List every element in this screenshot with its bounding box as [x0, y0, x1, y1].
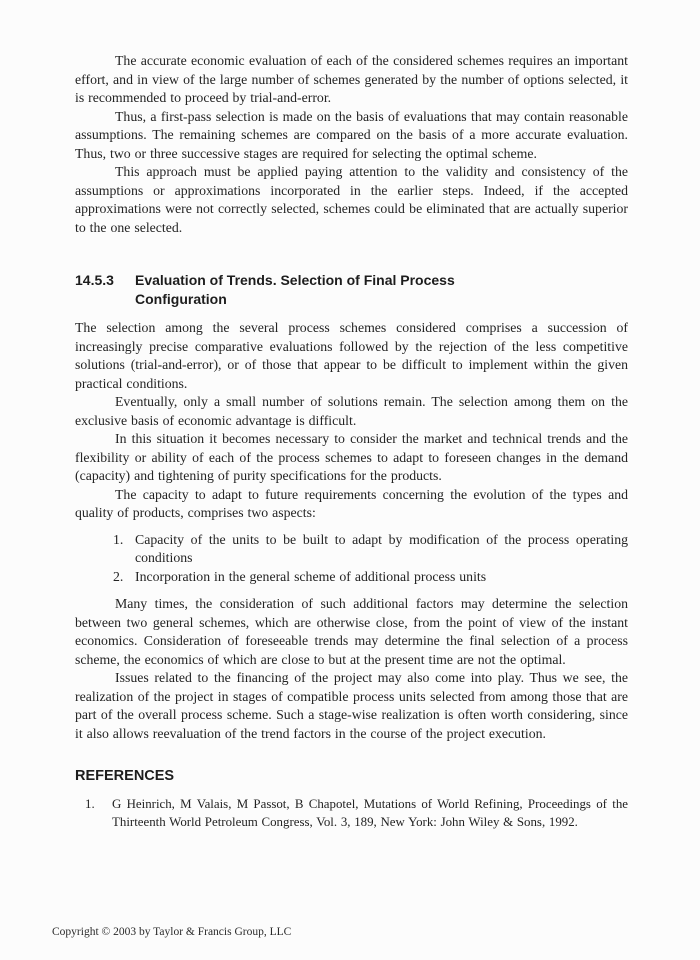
list-item	[113, 568, 628, 587]
list-item-text: Capacity of the units to be built to adapt by modification of the process operating conditions	[135, 531, 628, 565]
section-number: 14.5.3	[75, 272, 114, 288]
list-item-number: 1.	[113, 531, 124, 547]
body-paragraph: Thus, a first-pass selection is made on the basis of evaluations that may contain reasonable assumptions. The remaining schemes are compared on the basis of a more accurate evaluation. Thus, two or three successive stages are required for selecting the optimal scheme.	[75, 108, 628, 161]
reference-text: G Heinrich, M Valais, M Passot, B Chapotel, Mutations of World Refining, Proceedings of the Thirteenth World Petroleum Congress, Vol. 3, 189, New York: John Wiley & Sons, 1992.	[112, 797, 628, 829]
body-paragraph: The accurate economic evaluation of each of the considered schemes requires an important effort, and in view of the large number of schemes generated by the number of options selected, it is recommended to proceed by trial-and-error.	[75, 53, 628, 105]
body-paragraph: Many times, the consideration of such additional factors may determine the selection between two general schemes, which are otherwise close, from the point of view of the instant economics. Consideration of foreseeable trends may determine the final selection of a process scheme, the economics of which are close to but at the present time are not the optimal.	[75, 596, 628, 667]
list-item-text: Incorporation in the general scheme of additional process units	[135, 568, 487, 584]
list-item-number: 2.	[113, 568, 124, 584]
section-title-line2: Configuration	[135, 291, 227, 307]
reference-number: 1.	[85, 797, 95, 811]
list-item	[113, 531, 628, 568]
section-heading	[75, 271, 628, 309]
body-paragraph: Eventually, only a small number of solutions remain. The selection among them on the exclusive basis of economic advantage is difficult.	[75, 394, 628, 428]
section-title	[135, 271, 455, 309]
body-paragraph: In this situation it becomes necessary to consider the market and technical trends and the flexibility or ability of each of the process schemes to adapt to foreseen changes in the demand (capacity) and tightening of purity specifications for the products.	[75, 431, 628, 483]
body-paragraph: The selection among the several process schemes considered comprises a succession of increasingly precise comparative evaluations followed by the rejection of the less competitive solutions (trial-and-error), or of those that appear to be difficult to implement within the given practical conditions.	[75, 320, 628, 391]
section-title-line1: Evaluation of Trends. Selection of Final Process	[135, 272, 455, 288]
body-paragraph: Issues related to the financing of the project may also come into play. Thus we see, the realization of the project in stages of compatible process units selected from among those that are part of the overall process scheme. Such a stage-wise realization is often worth considering, since it also allows reevaluation of the trend factors in the course of the project execution.	[75, 670, 628, 741]
body-paragraph: The capacity to adapt to future requirements concerning the evolution of the types and quality of products, comprises two aspects:	[75, 486, 628, 520]
aspects-list	[75, 531, 628, 587]
references-heading: REFERENCES	[75, 768, 175, 784]
reference-item	[85, 795, 628, 831]
body-paragraph: This approach must be applied paying attention to the validity and consistency of the assumptions or approximations incorporated in the earlier steps. Indeed, if the accepted approximations were not correctly selected, schemes could be eliminated that are actually superior to the one selected.	[75, 164, 628, 235]
page-content	[75, 52, 628, 831]
copyright-footer: Copyright © 2003 by Taylor & Francis Group, LLC	[52, 926, 292, 938]
